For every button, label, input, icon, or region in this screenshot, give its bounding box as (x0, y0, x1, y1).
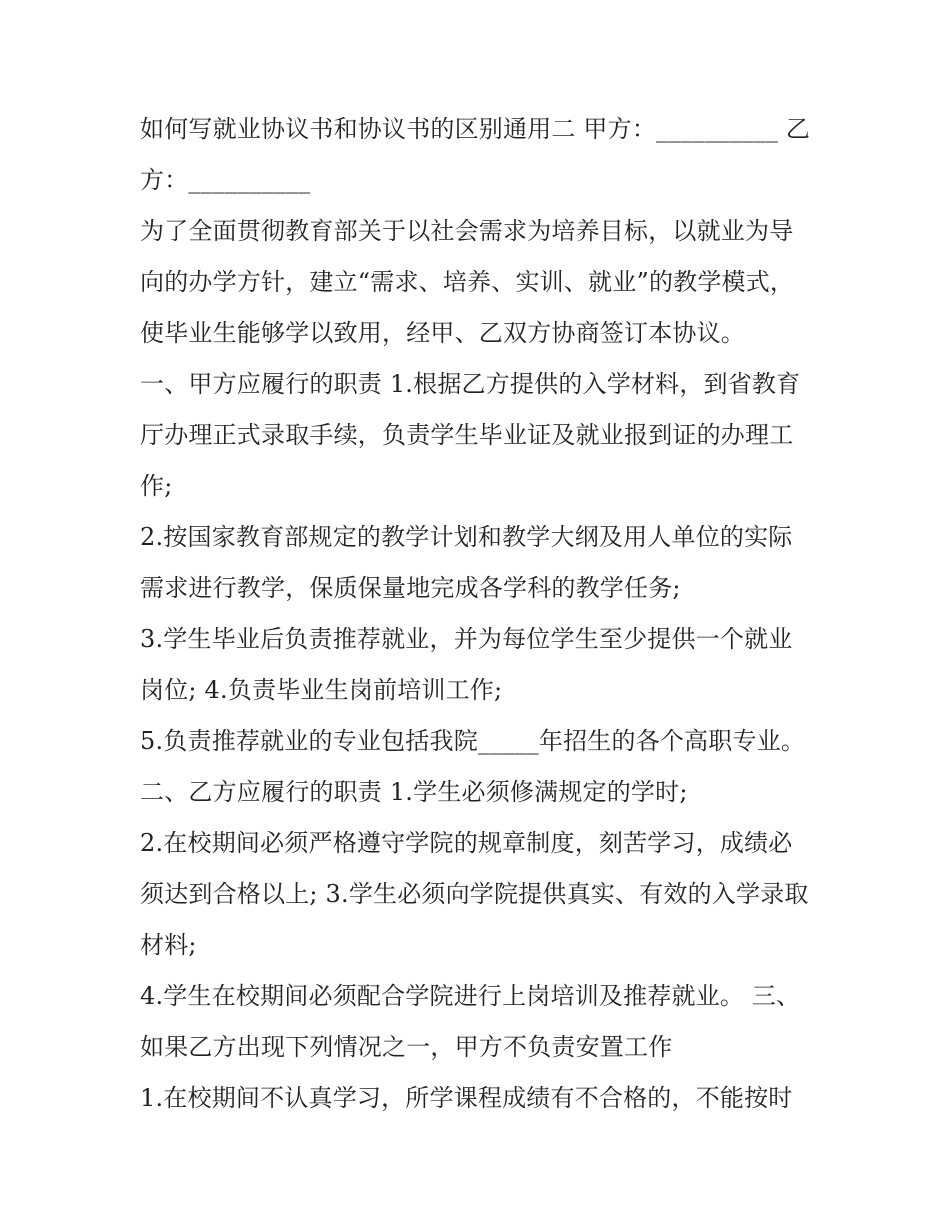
paragraph-purpose: 为了全面贯彻教育部关于以社会需求为培养目标，以就业为导向的办学方针，建立“需求、培养、实训、就业”的教学模式，使毕业生能够学以致用，经甲、乙双方协商签订本协议。 (140, 217, 795, 347)
paragraph-party-b-duty-1: 二、乙方应履行的职责 1.学生必须修满规定的学时; (140, 778, 688, 806)
paragraph-condition-1: 1.在校期间不认真学习，所学课程成绩有不合格的，不能按时 (140, 1084, 793, 1112)
paragraph-party-a-duty-1: 一、甲方应履行的职责 1.根据乙方提供的入学材料，到省教育厅办理正式录取手续，负责学生毕业证及就业报到证的办理工作; (140, 370, 801, 500)
paragraph-party-b-duty-2-3: 2.在校期间必须严格遵守学院的规章制度，刻苦学习，成绩必须达到合格以上; 3.学生必须向学院提供真实、有效的入学录取材料; (140, 829, 809, 959)
paragraph-party-a-duty-5: 5.负责推荐就业的专业包括我院_____年招生的各个高职专业。 (140, 727, 806, 755)
paragraph-title-parties: 如何写就业协议书和协议书的区别通用二 甲方：__________ 乙方：__________ (140, 115, 811, 194)
paragraph-party-b-duty-4-section-3: 4.学生在校期间必须配合学院进行上岗培训及推荐就业。 三、如果乙方出现下列情况之一，甲方不负责安置工作 (140, 982, 801, 1061)
paragraph-party-a-duty-2: 2.按国家教育部规定的教学计划和教学大纲及用人单位的实际需求进行教学，保质保量地完成各学科的教学任务; (140, 523, 793, 602)
paragraph-party-a-duty-3-4: 3.学生毕业后负责推荐就业，并为每位学生至少提供一个就业岗位; 4.负责毕业生岗前培训工作; (140, 625, 793, 704)
document-body (140, 104, 812, 1124)
